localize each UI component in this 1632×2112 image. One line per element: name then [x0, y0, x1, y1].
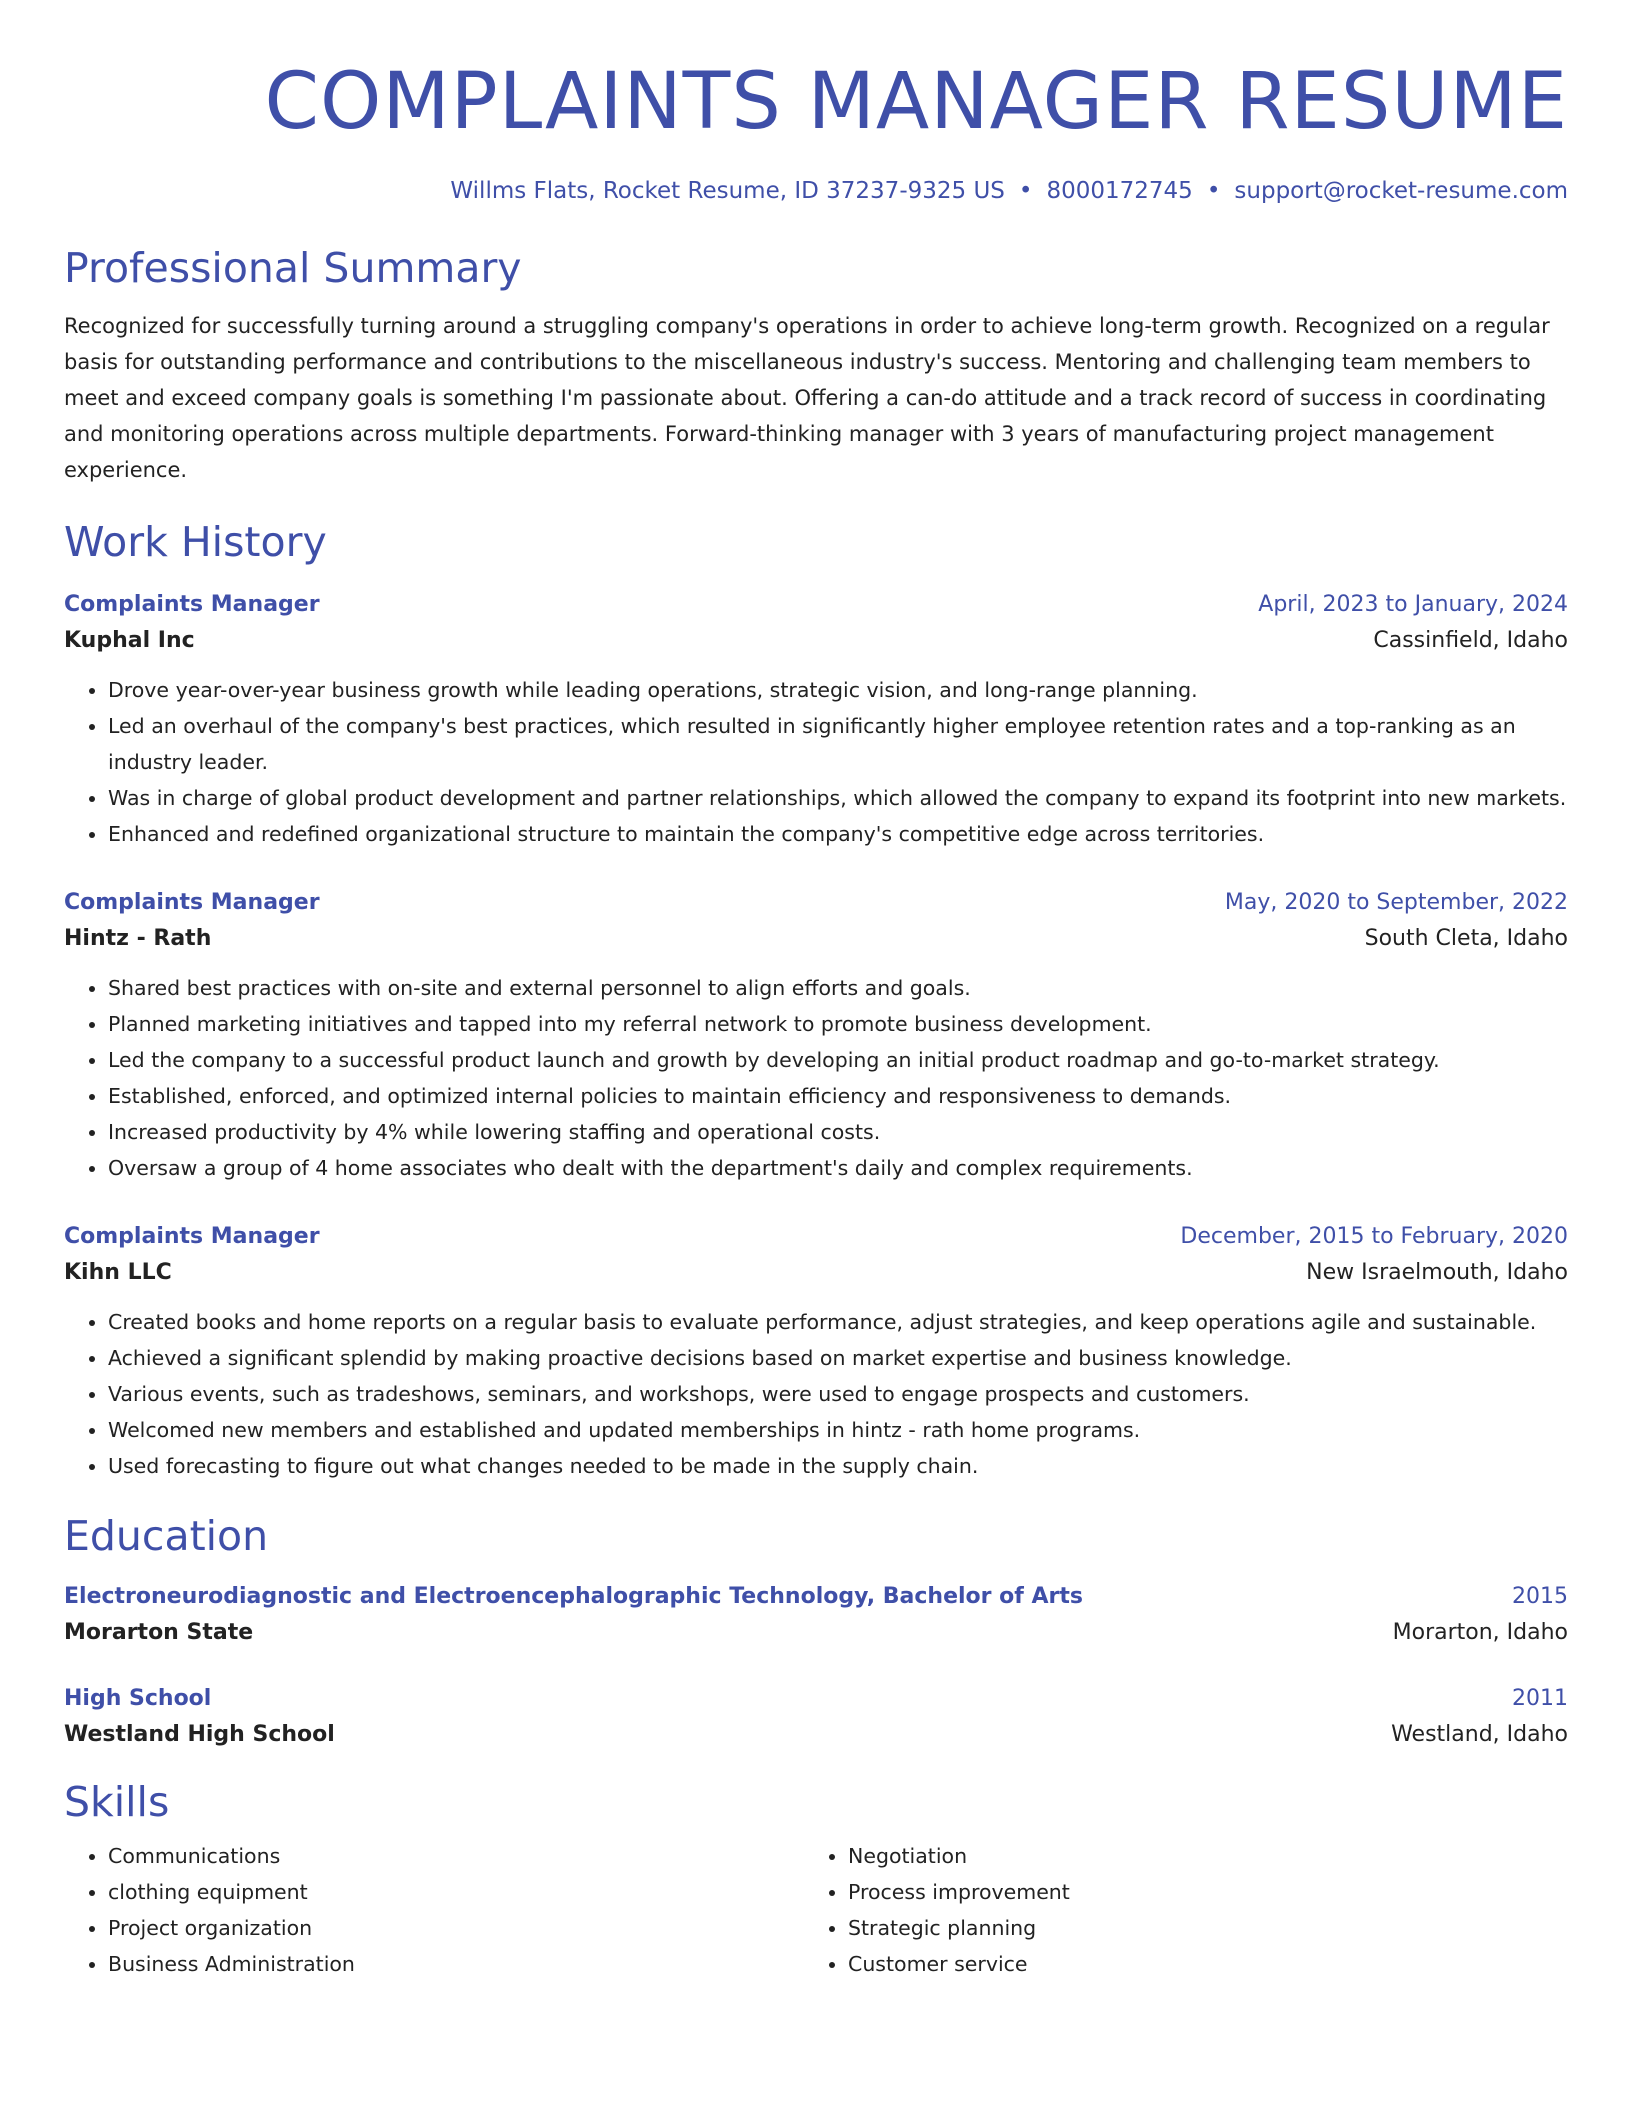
education-degree: Electroneurodiagnostic and Electroencephalographic Technology, Bachelor of Arts [64, 1584, 1083, 1609]
skill-item: • Process improvement [848, 1874, 1544, 1910]
contact-phone: 8000172745 [1046, 178, 1193, 204]
summary-heading: Professional Summary [64, 244, 522, 292]
skill-item: • Strategic planning [848, 1910, 1544, 1946]
summary-text: Recognized for successfully turning around a struggling company's operations in order to achieve long-term growth. Recognized on a regular basis for outstanding performance and contributions to the miscellaneous industry's success. Mentoring and challenging team members to meet and exceed company goals is something I'm passionate about. Offering a can-do attitude and a track record of success in coordinating and monitoring operations across multiple departments. Forward-thinking manager with 3 years of manufacturing project management experience. [64, 314, 1550, 482]
job-bullets [64, 970, 1568, 1186]
job-bullet: • Planned marketing initiatives and tapped into my referral network to promote business development. [108, 1006, 1568, 1042]
job-title: Complaints Manager [64, 1224, 320, 1249]
job-bullets [64, 672, 1568, 852]
education-year: 2011 [1512, 1686, 1568, 1711]
job-company: Kuphal Inc [64, 628, 195, 653]
job-entry [64, 588, 1568, 852]
contact-separator: • [1018, 178, 1033, 204]
job-bullet: • Led the company to a successful product launch and growth by developing an initial product roadmap and go-to-market strategy. [108, 1042, 1568, 1078]
skill-item: • Communications [108, 1838, 804, 1874]
job-bullet: • Welcomed new members and established and updated memberships in hintz - rath home programs. [108, 1412, 1568, 1448]
contact-address: Willms Flats, Rocket Resume, ID 37237-9325 US [450, 178, 1005, 204]
education-entry [64, 1580, 1568, 1652]
job-location: Cassinfield, Idaho [1373, 628, 1568, 653]
education-location: Westland, Idaho [1391, 1722, 1568, 1747]
job-bullet: • Oversaw a group of 4 home associates who dealt with the department's daily and complex requirements. [108, 1150, 1568, 1186]
job-dates: December, 2015 to February, 2020 [1180, 1224, 1568, 1249]
education-school: Morarton State [64, 1620, 254, 1645]
job-bullet: • Enhanced and redefined organizational structure to maintain the company's competitive edge across territories. [108, 816, 1568, 852]
job-dates: May, 2020 to September, 2022 [1224, 890, 1568, 915]
skills-list [64, 1838, 1568, 1982]
work-history-heading: Work History [64, 518, 327, 566]
job-entry [64, 886, 1568, 1186]
job-bullet: • Created books and home reports on a regular basis to evaluate performance, adjust strategies, and keep operations agile and sustainable. [108, 1304, 1568, 1340]
education-year: 2015 [1512, 1584, 1568, 1609]
skills-column-right [804, 1838, 1544, 1982]
education-heading: Education [64, 1512, 269, 1560]
job-entry [64, 1220, 1568, 1484]
job-title: Complaints Manager [64, 890, 320, 915]
job-bullet: • Led an overhaul of the company's best practices, which resulted in significantly higher employee retention rates and a top-ranking as an industry leader. [108, 708, 1568, 780]
education-location: Morarton, Idaho [1392, 1620, 1568, 1645]
job-bullets [64, 1304, 1568, 1484]
skill-item: • Project organization [108, 1910, 804, 1946]
job-bullet: • Various events, such as tradeshows, seminars, and workshops, were used to engage prospects and customers. [108, 1376, 1568, 1412]
contact-separator: • [1206, 178, 1221, 204]
skill-item: • Business Administration [108, 1946, 804, 1982]
job-location: South Cleta, Idaho [1364, 926, 1568, 951]
contact-email: support@rocket-resume.com [1234, 178, 1568, 204]
resume-page [64, 0, 1568, 1982]
job-bullet: • Was in charge of global product development and partner relationships, which allowed the company to expand its footprint into new markets. [108, 780, 1568, 816]
job-bullet: • Established, enforced, and optimized internal policies to maintain efficiency and responsiveness to demands. [108, 1078, 1568, 1114]
job-company: Hintz - Rath [64, 926, 212, 951]
education-degree: High School [64, 1686, 212, 1711]
job-location: New Israelmouth, Idaho [1306, 1260, 1568, 1285]
job-dates: April, 2023 to January, 2024 [1258, 592, 1568, 617]
job-company: Kihn LLC [64, 1260, 172, 1285]
education-entry [64, 1682, 1568, 1754]
skills-heading: Skills [64, 1778, 170, 1826]
job-bullet: • Drove year-over-year business growth while leading operations, strategic vision, and long-range planning. [108, 672, 1568, 708]
skill-item: • Negotiation [848, 1838, 1544, 1874]
education-school: Westland High School [64, 1722, 335, 1747]
skills-column-left [64, 1838, 804, 1982]
resume-title: COMPLAINTS MANAGER RESUME [264, 57, 1568, 147]
job-title: Complaints Manager [64, 592, 320, 617]
job-bullet: • Increased productivity by 4% while lowering staffing and operational costs. [108, 1114, 1568, 1150]
skill-item: • clothing equipment [108, 1874, 804, 1910]
job-bullet: • Achieved a significant splendid by making proactive decisions based on market expertise and business knowledge. [108, 1340, 1568, 1376]
job-bullet: • Shared best practices with on-site and external personnel to align efforts and goals. [108, 970, 1568, 1006]
skill-item: • Customer service [848, 1946, 1544, 1982]
contact-line [64, 176, 1568, 206]
job-bullet: • Used forecasting to figure out what changes needed to be made in the supply chain. [108, 1448, 1568, 1484]
